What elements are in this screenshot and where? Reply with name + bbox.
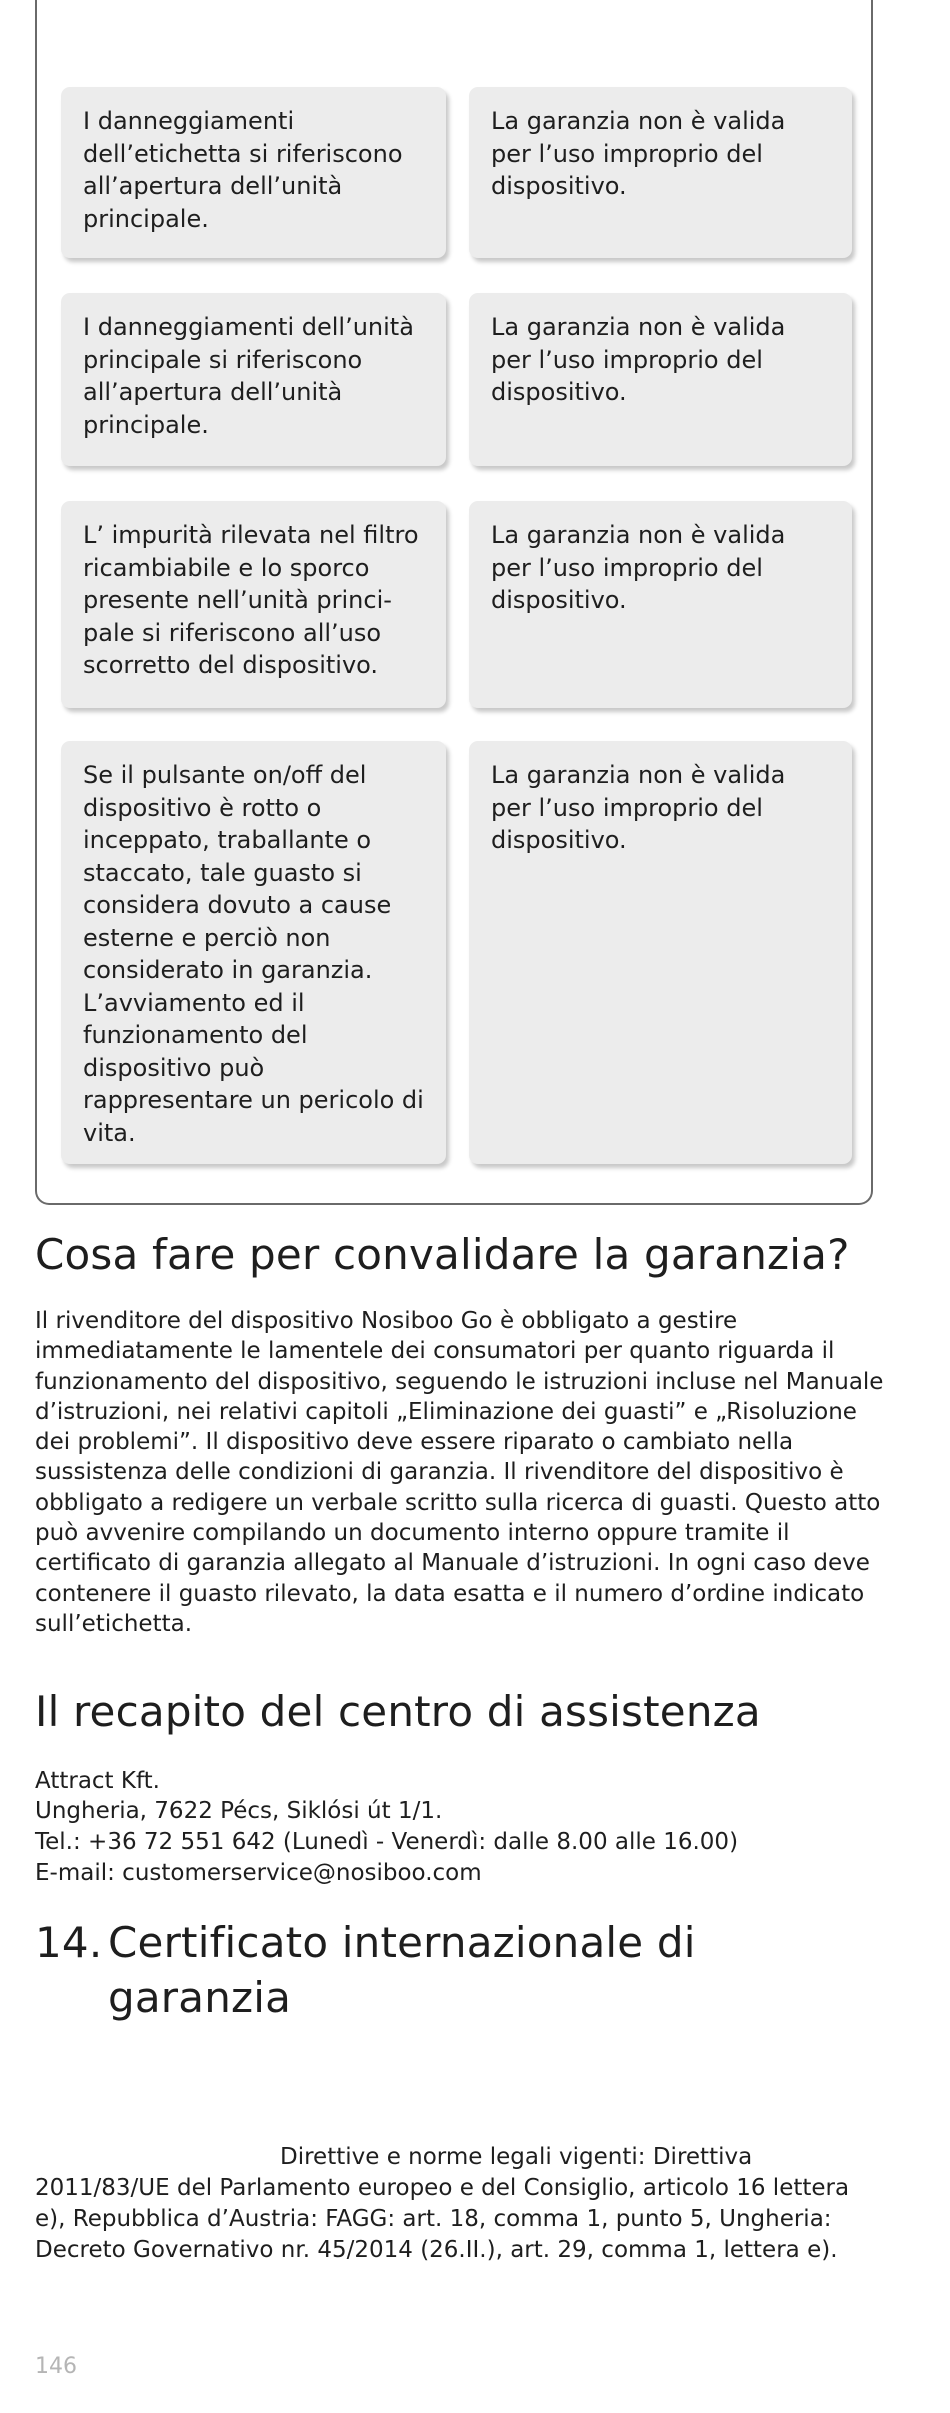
table-cell-consequence: La garanzia non è valida per l’uso improprio del dispositivo.: [469, 501, 852, 708]
chapter-number: 14.: [35, 1918, 103, 1967]
table-cell-consequence: La garanzia non è valida per l’uso improprio del dispositivo.: [469, 741, 852, 1164]
section-heading-contact: Il recapito del centro di assistenza: [35, 1687, 761, 1736]
table-cell-consequence: La garanzia non è valida per l’uso improprio del dispositivo.: [469, 293, 852, 466]
legal-basis-paragraph: Direttive e norme legali vigenti: Direttiva 2011/83/UE del Parlamento europeo e del Consiglio, articolo 16 lettera e), Repubblica d’Austria: FAGG: art. 18, comma 1, punto 5, Ungheria: Decreto Governativo nr. 45/2014 (26.II.), art. 29, comma 1, lettera e).: [35, 2144, 850, 2263]
contact-address: Ungheria, 7622 Pécs, Siklósi út 1/1.: [35, 1798, 443, 1824]
validate-paragraph: Il rivenditore del dispositivo Nosiboo Go è obbligato a gestire immediatamente le lamentele dei consumatori per quanto riguarda il funzionamento del dispositivo, seguendo le istruzioni incluse nel Manuale d’istruzioni, nei relativi capitoli „Eliminazione dei guasti” e „Risoluzione dei problemi”. Il dispositivo deve essere riparato o cambiato nella sussistenza delle condizioni di garanzia. Il rivenditore del dispositivo è obbligato a redigere un verbale scritto sulla ricerca di guasti. Questo atto può avvenire compilando un documento interno oppure tramite il certificato di garanzia allegato al Manuale d’istruzioni. In ogni caso deve contenere il guasto rilevato, la data esatta e il numero d’ordine indicato sull’etichetta.: [35, 1308, 884, 1637]
section-heading-validate: Cosa fare per convalidare la garanzia?: [35, 1230, 850, 1279]
table-cell-consequence: La garanzia non è valida per l’uso improprio del dispositivo.: [469, 87, 852, 258]
table-cell-condition: Se il pulsante on/off del dispositivo è rotto o inceppato, traballante o staccato, tale guasto si considera dovuto a cause esterne e perciò non considerato in garanzia. L’avviamento ed il funzionamento del dispositivo può rappresentare un pericolo di vita.: [61, 741, 446, 1164]
contact-phone: Tel.: +36 72 551 642 (Lunedì - Venerdì: dalle 8.00 alle 16.00): [35, 1829, 739, 1855]
table-cell-condition: I danneggiamenti dell’unità principale si riferiscono all’apertura dell’unità principale.: [61, 293, 446, 466]
table-cell-condition: I danneggiamenti dell’etichetta si riferiscono all’apertura dell’unità principale.: [61, 87, 446, 258]
chapter-title-line1: Certificato internazionale di: [108, 1918, 696, 1967]
table-cell-condition: L’ impurità rilevata nel filtro ricambiabile e lo sporco presente nell’unità princi-pale si riferiscono all’uso scorretto del dispositivo.: [61, 501, 446, 708]
contact-email: E-mail: customerservice@nosiboo.com: [35, 1860, 482, 1886]
page-number: 146: [35, 2354, 77, 2379]
warranty-conditions-table: [35, 0, 873, 1205]
chapter-title-line2: garanzia: [108, 1973, 292, 2022]
contact-company: Attract Kft.: [35, 1768, 160, 1794]
